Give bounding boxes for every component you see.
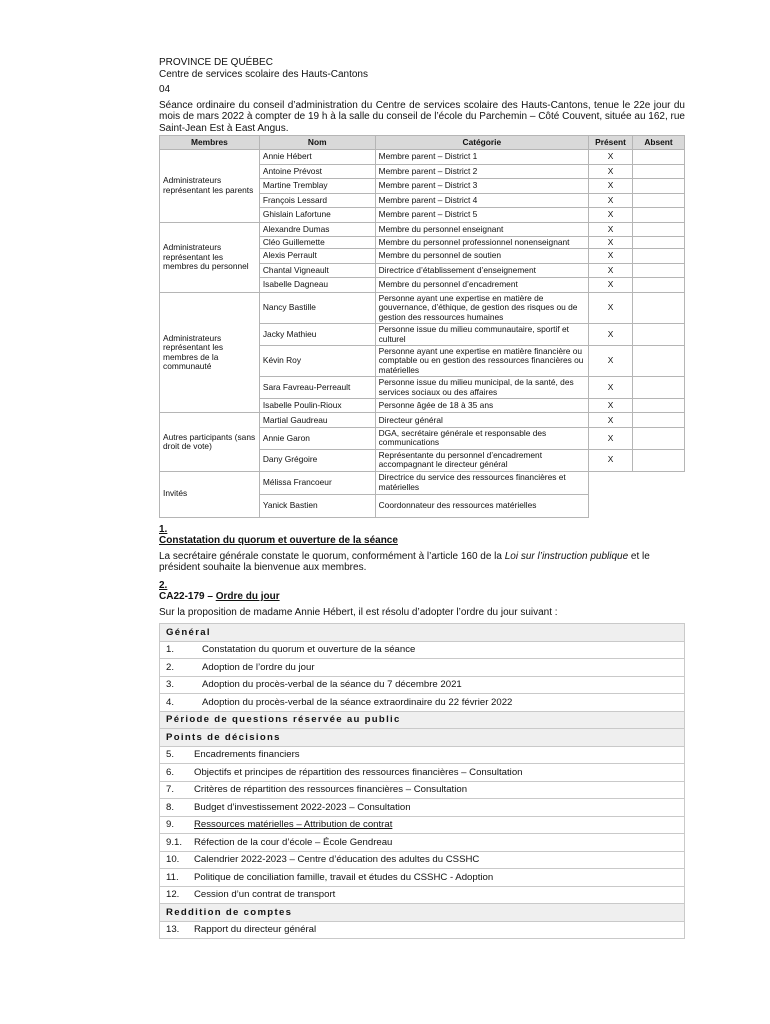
member-name: Antoine Prévost [259, 164, 375, 179]
section-1 [159, 524, 685, 574]
agenda-heading: Points de décisions [160, 729, 685, 747]
absent-cell [633, 179, 685, 194]
member-name: Sara Favreau-Perreault [259, 377, 375, 399]
member-name: Nancy Bastille [259, 292, 375, 323]
intro-paragraph: Séance ordinaire du conseil d’administration du Centre de services scolaire des Hauts-Cantons, tenue le 22e jour du mois de mars 2022 à compter de 19 h à la salle du conseil de l’école du Parchemin – Côté Couvent, située au 162, rue Saint-Jean Est à East Angus. [159, 99, 685, 134]
present-mark: X [589, 208, 633, 223]
resolution-number: CA22-179 – [159, 591, 216, 603]
agenda-heading: Période de questions réservée au public [160, 711, 685, 729]
member-name: Yanick Bastien [259, 494, 375, 517]
member-name: Jacky Mathieu [259, 324, 375, 346]
absent-cell [633, 324, 685, 346]
present-mark: X [589, 278, 633, 293]
member-name: Annie Hébert [259, 150, 375, 165]
member-name: Isabelle Poulin-Rioux [259, 398, 375, 413]
absent-cell [633, 413, 685, 428]
section-2-text: Sur la proposition de madame Annie Hébert, il est résolu d’adopter l’ordre du jour suivant : [159, 606, 558, 618]
present-mark: X [589, 150, 633, 165]
member-category: Personne issue du milieu municipal, de la santé, des services sociaux ou des affaires [375, 377, 588, 399]
absent-cell [633, 237, 685, 249]
section-2 [159, 580, 685, 619]
member-name: Alexandre Dumas [259, 222, 375, 237]
absent-cell [633, 427, 685, 449]
section-2-heading [159, 591, 685, 603]
group-invites: Invités [160, 471, 260, 517]
table-row [160, 222, 685, 237]
present-mark: X [589, 164, 633, 179]
agenda-item: 6. Objectifs et principes de répartition des ressources financières – Consultation [160, 764, 685, 782]
member-name: Martial Gaudreau [259, 413, 375, 428]
member-category: Membre parent – District 5 [375, 208, 588, 223]
col-membres: Membres [160, 136, 260, 150]
member-category: Membre du personnel de soutien [375, 249, 588, 264]
member-name: Mélissa Francoeur [259, 471, 375, 494]
present-mark: X [589, 427, 633, 449]
agenda-item: 11. Politique de conciliation famille, travail et études du CSSHC - Adoption [160, 869, 685, 887]
present-mark: X [589, 237, 633, 249]
province-line: PROVINCE DE QUÉBEC [159, 57, 273, 68]
member-category: Membre parent – District 3 [375, 179, 588, 194]
law-title: Loi sur l’instruction publique [504, 550, 629, 562]
absent-cell [633, 263, 685, 278]
member-category: Directeur général [375, 413, 588, 428]
member-name: Dany Grégoire [259, 449, 375, 471]
col-nom: Nom [259, 136, 375, 150]
absent-cell [633, 249, 685, 264]
group-autres: Autres participants (sans droit de vote) [160, 413, 260, 471]
member-name: Alexis Perrault [259, 249, 375, 264]
page-code: 04 [159, 84, 171, 95]
present-mark: X [589, 377, 633, 399]
agenda-heading: Reddition de comptes [160, 904, 685, 922]
member-category: Personne ayant une expertise en matière de gouvernance, d’éthique, de gestion des risques ou de gestion des ressources humaines [375, 292, 588, 323]
attendance-header-row [160, 136, 685, 150]
present-mark: X [589, 398, 633, 413]
agenda-item: 2. Adoption de l’ordre du jour [160, 659, 685, 677]
absent-cell [633, 208, 685, 223]
table-row [160, 150, 685, 165]
member-category: Coordonnateur des ressources matérielles [375, 494, 588, 517]
agenda-item: 9.1. Réfection de la cour d’école – École Gendreau [160, 834, 685, 852]
agenda-item: 12. Cession d’un contrat de transport [160, 886, 685, 904]
present-mark: X [589, 193, 633, 208]
col-absent: Absent [633, 136, 685, 150]
absent-cell [633, 398, 685, 413]
section-2-title: Ordre du jour [215, 591, 280, 603]
group-parents: Administrateurs représentant les parents [160, 150, 260, 223]
section-2-number: 2. [159, 579, 168, 591]
absent-cell [633, 449, 685, 471]
present-mark: X [589, 292, 633, 323]
member-category: Membre du personnel professionnel nonenseignant [375, 237, 588, 249]
absent-cell [633, 193, 685, 208]
member-name: Isabelle Dagneau [259, 278, 375, 293]
absent-cell [633, 278, 685, 293]
present-mark: X [589, 345, 633, 376]
member-name: Kévin Roy [259, 345, 375, 376]
present-mark: X [589, 222, 633, 237]
agenda-item: 13. Rapport du directeur général [160, 921, 685, 939]
present-mark: X [589, 249, 633, 264]
member-category: Représentante du personnel d’encadrement accompagnant le directeur général [375, 449, 588, 471]
member-category: Membre parent – District 2 [375, 164, 588, 179]
cs-line: Centre de services scolaire des Hauts-Cantons [159, 68, 368, 80]
agenda-heading: Général [160, 624, 685, 642]
absent-cell [633, 345, 685, 376]
col-present: Présent [589, 136, 633, 150]
col-categorie: Catégorie [375, 136, 588, 150]
member-name: François Lessard [259, 193, 375, 208]
section-1-title: Constatation du quorum et ouverture de la séance [159, 535, 398, 547]
member-category: Membre du personnel enseignant [375, 222, 588, 237]
document-page [159, 57, 685, 939]
agenda-item: 4. Adoption du procès-verbal de la séance extraordinaire du 22 février 2022 [160, 694, 685, 712]
absent-cell [633, 164, 685, 179]
present-mark: X [589, 179, 633, 194]
table-row [160, 292, 685, 323]
table-row [160, 413, 685, 428]
agenda-item: 1. Constatation du quorum et ouverture de la séance [160, 641, 685, 659]
member-name: Chantal Vigneault [259, 263, 375, 278]
member-category: Membre parent – District 4 [375, 193, 588, 208]
member-name: Cléo Guillemette [259, 237, 375, 249]
absent-cell [633, 222, 685, 237]
group-personnel: Administrateurs représentant les membres du personnel [160, 222, 260, 292]
agenda-item: 3. Adoption du procès-verbal de la séance du 7 décembre 2021 [160, 676, 685, 694]
member-category: Personne âgée de 18 à 35 ans [375, 398, 588, 413]
section-1-text: La secrétaire générale constate le quorum, conformément à l’article 160 de la Loi sur l’instruction publique et le président souhaite la bienvenue aux membres. [159, 550, 650, 574]
member-name: Martine Tremblay [259, 179, 375, 194]
member-category: Personne issue du milieu communautaire, sportif et culturel [375, 324, 588, 346]
member-name: Ghislain Lafortune [259, 208, 375, 223]
member-category: Membre parent – District 1 [375, 150, 588, 165]
absent-cell [633, 377, 685, 399]
attendance-table [159, 135, 685, 518]
absent-cell [633, 150, 685, 165]
member-category: Directrice d’établissement d’enseignement [375, 263, 588, 278]
section-1-number: 1. [159, 523, 168, 535]
member-category: Membre du personnel d’encadrement [375, 278, 588, 293]
agenda-item: 7. Critères de répartition des ressources financières – Consultation [160, 781, 685, 799]
member-name: Annie Garon [259, 427, 375, 449]
member-category: Personne ayant une expertise en matière financière ou comptable ou en gestion des ressources financières ou matérielles [375, 345, 588, 376]
agenda-item: 10. Calendrier 2022-2023 – Centre d’éducation des adultes du CSSHC [160, 851, 685, 869]
present-mark: X [589, 413, 633, 428]
agenda-item: 8. Budget d’investissement 2022-2023 – Consultation [160, 799, 685, 817]
table-row [160, 471, 685, 494]
present-mark: X [589, 324, 633, 346]
agenda-table [159, 623, 685, 939]
present-mark: X [589, 449, 633, 471]
agenda-item: 5. Encadrements financiers [160, 746, 685, 764]
member-category: Directrice du service des ressources financières et matérielles [375, 471, 588, 494]
present-mark: X [589, 263, 633, 278]
absent-cell [633, 292, 685, 323]
agenda-item: 9. Ressources matérielles – Attribution de contrat [160, 816, 685, 834]
member-category: DGA, secrétaire générale et responsable des communications [375, 427, 588, 449]
group-communaute: Administrateurs représentant les membres de la communauté [160, 292, 260, 413]
